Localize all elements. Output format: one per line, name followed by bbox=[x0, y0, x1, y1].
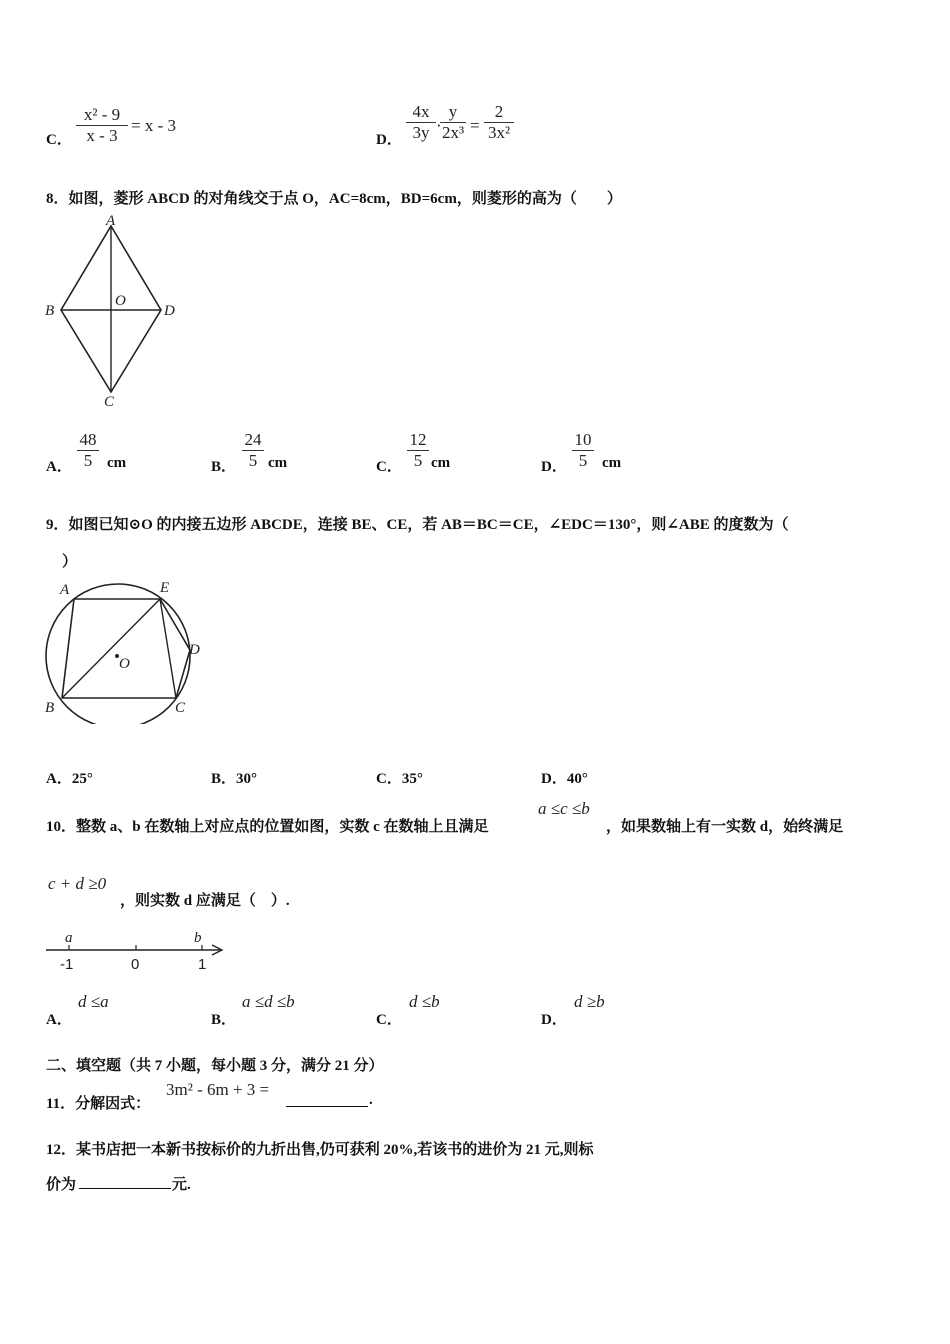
axis-label-b: b bbox=[194, 930, 202, 946]
q8-label-b: B bbox=[45, 303, 55, 319]
q8-option-c-unit: cm bbox=[431, 455, 451, 471]
q7-option-d-label: D． bbox=[376, 132, 402, 148]
q8-option-d-fraction bbox=[572, 430, 594, 471]
q9-option-c bbox=[376, 767, 423, 788]
q7-c-numerator: x² - 9 bbox=[83, 105, 121, 124]
q7-option-c-label: C． bbox=[46, 132, 72, 148]
q9-label-o: O bbox=[119, 656, 130, 672]
q8-option-d-label: D． bbox=[541, 459, 567, 475]
q8-c-denominator: 5 bbox=[407, 450, 429, 471]
q9-option-c-value: 35° bbox=[401, 771, 423, 787]
q10-option-d-label: D． bbox=[541, 1012, 567, 1028]
q12-line2-prefix: 价为 bbox=[46, 1177, 77, 1193]
q11-answer-blank[interactable] bbox=[286, 1104, 368, 1107]
q11-suffix: . bbox=[369, 1092, 373, 1108]
q11-expression: 3m² - 6m + 3 = bbox=[166, 1080, 270, 1099]
q7-d-f1-denominator: 3y bbox=[406, 122, 436, 143]
q7-d-fraction-3 bbox=[484, 102, 514, 143]
q8-option-c-label: C． bbox=[376, 459, 402, 475]
q9-option-b bbox=[211, 767, 257, 788]
q8-option-a-fraction bbox=[77, 430, 99, 471]
q9-option-d bbox=[541, 767, 588, 788]
q10-condition-2: c + d ≥0 bbox=[48, 874, 107, 893]
q9-label-b: B bbox=[45, 700, 55, 716]
q8-stem: 8．如图，菱形 ABCD 的对角线交于点 O，AC=8cm，BD=6cm，则菱形的高为（ ） bbox=[46, 191, 622, 207]
q8-d-numerator: 10 bbox=[574, 430, 592, 449]
q10-option-c-expr: d ≤b bbox=[409, 992, 440, 1011]
q7-d-equals: = bbox=[470, 116, 480, 135]
q10-option-d-expr: d ≥b bbox=[574, 992, 605, 1011]
tick-label-1: 1 bbox=[198, 956, 207, 973]
q8-label-o: O bbox=[115, 293, 126, 309]
q10-stem-part2: ，如果数轴上有一实数 d，始终满足 bbox=[606, 819, 844, 835]
q7-option-c-rhs: = x - 3 bbox=[131, 116, 176, 135]
q7-d-fraction-1 bbox=[406, 102, 436, 143]
q10-option-c-label: C． bbox=[376, 1012, 402, 1028]
q10-stem-part3: ，则实数 d 应满足（ ）. bbox=[120, 893, 290, 909]
q10-number-line bbox=[40, 926, 230, 978]
pentagon-abcde bbox=[62, 599, 190, 698]
q11-prefix: 11．分解因式： bbox=[46, 1096, 151, 1112]
q9-option-b-label: B． bbox=[211, 771, 237, 787]
q9-label-d: D bbox=[189, 642, 200, 658]
q9-option-d-value: 40° bbox=[566, 771, 588, 787]
q8-label-c: C bbox=[104, 394, 115, 410]
q8-a-denominator: 5 bbox=[77, 450, 99, 471]
q8-option-b-unit: cm bbox=[268, 455, 288, 471]
q9-label-e: E bbox=[160, 580, 170, 596]
q8-b-denominator: 5 bbox=[242, 450, 264, 471]
q8-label-a: A bbox=[106, 214, 116, 229]
q9-label-c: C bbox=[175, 700, 186, 716]
q7-d-f3-numerator: 2 bbox=[494, 102, 504, 121]
q10-stem-part1: 10．整数 a、b 在数轴上对应点的位置如图，实数 c 在数轴上且满足 bbox=[46, 819, 489, 835]
q9-option-a-label: A． bbox=[46, 771, 72, 787]
q7-d-fraction-2 bbox=[440, 102, 466, 143]
q9-label-a: A bbox=[60, 582, 70, 598]
q7-option-c-fraction bbox=[76, 105, 128, 146]
q8-rhombus-figure bbox=[40, 214, 190, 410]
q9-option-a-value: 25° bbox=[71, 771, 93, 787]
q9-option-d-label: D． bbox=[541, 771, 567, 787]
q7-d-f3-denominator: 3x² bbox=[484, 122, 514, 143]
q8-option-a-label: A． bbox=[46, 459, 72, 475]
q9-circle-figure bbox=[40, 574, 210, 724]
section-2-title: 二、填空题（共 7 小题，每小题 3 分，满分 21 分） bbox=[46, 1058, 384, 1074]
q8-d-denominator: 5 bbox=[572, 450, 594, 471]
q12-answer-blank[interactable] bbox=[79, 1186, 171, 1189]
q7-d-dot: · bbox=[436, 116, 442, 135]
q9-option-b-value: 30° bbox=[236, 771, 258, 787]
q7-d-f2-numerator: y bbox=[448, 102, 458, 121]
q9-option-c-label: C． bbox=[376, 771, 402, 787]
q8-b-numerator: 24 bbox=[244, 430, 262, 449]
q8-option-b-label: B． bbox=[211, 459, 237, 475]
q10-option-b-label: B． bbox=[211, 1012, 237, 1028]
axis-label-a: a bbox=[65, 930, 73, 946]
tick-label-neg1: -1 bbox=[60, 956, 74, 973]
q8-a-numerator: 48 bbox=[79, 430, 97, 449]
q8-option-d-unit: cm bbox=[602, 455, 622, 471]
q7-c-denominator: x - 3 bbox=[76, 125, 128, 146]
tick-label-0: 0 bbox=[131, 956, 140, 973]
q8-option-a-unit: cm bbox=[107, 455, 127, 471]
q9-option-a bbox=[46, 767, 93, 788]
q10-option-b-expr: a ≤d ≤b bbox=[242, 992, 295, 1011]
segment-be bbox=[62, 599, 160, 698]
q8-label-d: D bbox=[164, 303, 175, 319]
q12-line2-suffix: 元. bbox=[172, 1177, 191, 1193]
q8-c-numerator: 12 bbox=[409, 430, 427, 449]
q7-d-f1-numerator: 4x bbox=[412, 102, 430, 121]
q10-option-a-label: A． bbox=[46, 1012, 72, 1028]
q7-d-f2-denominator: 2x³ bbox=[441, 123, 465, 142]
q8-option-b-fraction bbox=[242, 430, 264, 471]
q8-option-c-fraction bbox=[407, 430, 429, 471]
q10-option-a-expr: d ≤a bbox=[78, 992, 109, 1011]
q12-line1: 12．某书店把一本新书按标价的九折出售,仍可获利 20%,若该书的进价为 21 元,则标 bbox=[46, 1142, 594, 1158]
q10-condition-1: a ≤c ≤b bbox=[538, 799, 590, 818]
q9-stem-line1: 9．如图已知⊙O 的内接五边形 ABCDE，连接 BE、CE，若 AB＝BC＝CE，∠EDC＝130°，则∠ABE 的度数为（ bbox=[46, 517, 789, 533]
q9-stem-line2: ） bbox=[62, 554, 78, 570]
